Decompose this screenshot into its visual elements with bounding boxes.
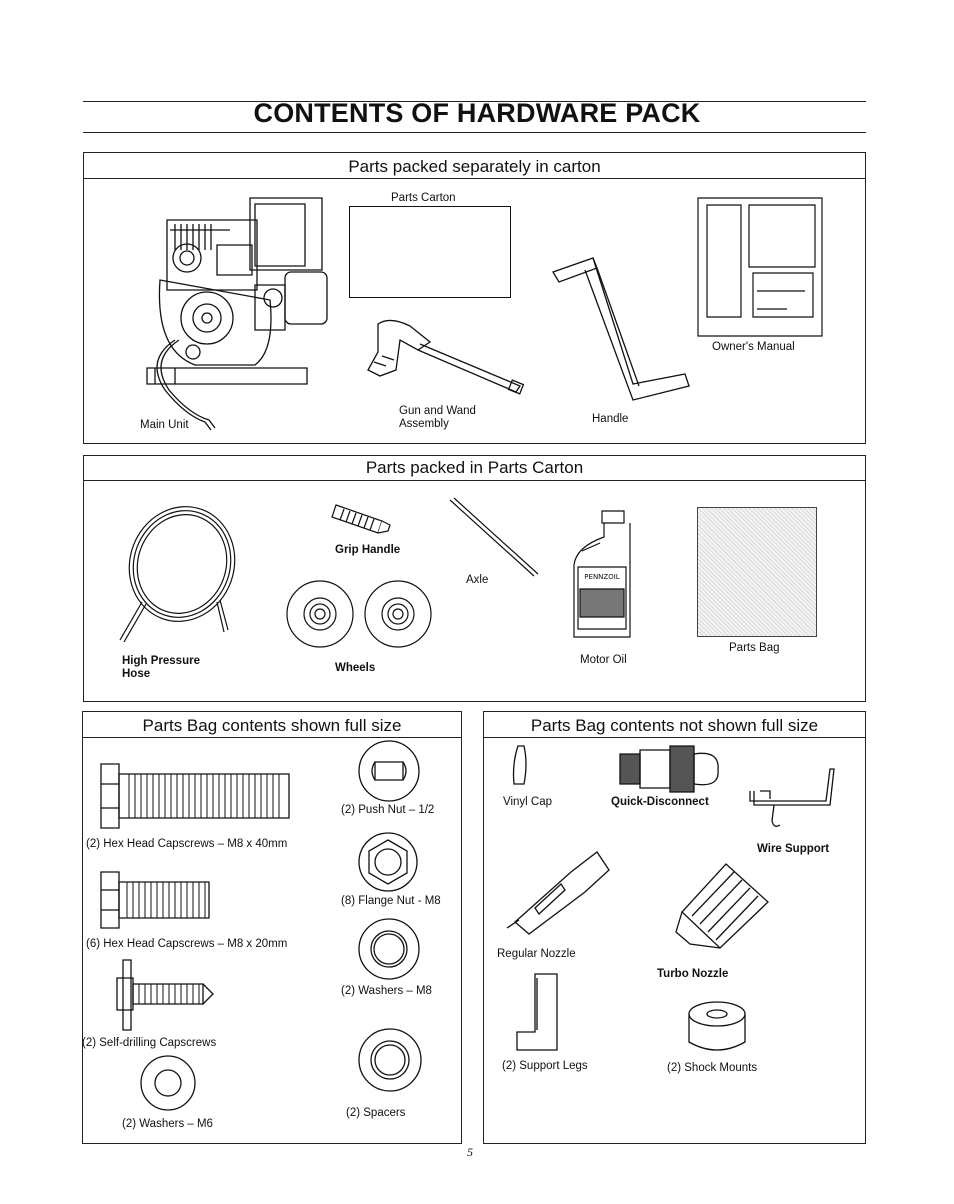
push-nut-illustration bbox=[353, 740, 425, 802]
shock-mounts-label: (2) Shock Mounts bbox=[667, 1062, 758, 1074]
flange-nut-label: (8) Flange Nut - M8 bbox=[341, 895, 441, 907]
grip-handle-label: Grip Handle bbox=[335, 544, 401, 556]
hose-illustration bbox=[112, 502, 242, 647]
spacer-label: (2) Spacers bbox=[346, 1107, 406, 1119]
owners-manual-label: Owner's Manual bbox=[712, 341, 795, 353]
main-unit-illustration bbox=[135, 190, 335, 430]
support-leg-illustration bbox=[513, 970, 563, 1054]
quick-disconnect-label: Quick-Disconnect bbox=[611, 796, 709, 808]
regular-nozzle-illustration bbox=[505, 848, 615, 938]
section-not-full-size-heading: Parts Bag contents not shown full size bbox=[484, 712, 865, 738]
quick-disconnect-illustration bbox=[618, 744, 722, 794]
wire-support-label: Wire Support bbox=[757, 843, 830, 855]
washer-m6-label: (2) Washers – M6 bbox=[122, 1118, 213, 1130]
support-legs-label: (2) Support Legs bbox=[502, 1060, 588, 1072]
wire-support-illustration bbox=[746, 765, 838, 833]
axle-illustration bbox=[448, 498, 540, 582]
capscrew-40-illustration bbox=[99, 760, 293, 832]
motor-oil-label: Motor Oil bbox=[580, 654, 627, 666]
main-unit-label: Main Unit bbox=[140, 419, 189, 431]
washer-m8-label: (2) Washers – M8 bbox=[341, 985, 432, 997]
wheels-illustration bbox=[286, 580, 436, 650]
oil-brand-text: PENNZOIL bbox=[584, 573, 620, 581]
vinyl-cap-illustration bbox=[510, 744, 532, 786]
flange-nut-illustration bbox=[358, 832, 418, 892]
vinyl-cap-label: Vinyl Cap bbox=[503, 796, 553, 808]
parts-bag-label: Parts Bag bbox=[729, 642, 780, 654]
washer-m6-illustration bbox=[140, 1055, 196, 1111]
gun-wand-illustration bbox=[360, 312, 530, 402]
self-drilling-label: (2) Self-drilling Capscrews bbox=[82, 1037, 217, 1049]
washer-m8-illustration bbox=[358, 918, 420, 980]
capscrew-20-illustration bbox=[99, 870, 213, 930]
capscrew-40-label: (2) Hex Head Capscrews – M8 x 40mm bbox=[86, 838, 288, 850]
motor-oil-illustration bbox=[568, 509, 634, 641]
handle-label: Handle bbox=[592, 413, 629, 425]
gun-wand-label: Gun and Wand Assembly bbox=[399, 405, 476, 430]
axle-label: Axle bbox=[466, 574, 489, 586]
regular-nozzle-label: Regular Nozzle bbox=[497, 948, 576, 960]
section-parts-carton-heading: Parts packed in Parts Carton bbox=[84, 456, 865, 481]
title-underline bbox=[83, 132, 866, 133]
parts-carton-label: Parts Carton bbox=[391, 192, 456, 204]
section-full-size-heading: Parts Bag contents shown full size bbox=[83, 712, 461, 738]
page-title: CONTENTS OF HARDWARE PACK bbox=[253, 98, 701, 128]
page-number: 5 bbox=[467, 1145, 473, 1159]
self-drilling-illustration bbox=[117, 958, 217, 1032]
hose-label: High Pressure Hose bbox=[122, 655, 200, 680]
handle-illustration bbox=[545, 254, 695, 404]
turbo-nozzle-label: Turbo Nozzle bbox=[657, 968, 729, 980]
spacer-illustration bbox=[357, 1028, 423, 1092]
shock-mount-illustration bbox=[687, 1000, 747, 1058]
section-carton-heading: Parts packed separately in carton bbox=[84, 153, 865, 179]
parts-bag-illustration bbox=[697, 507, 817, 637]
push-nut-label: (2) Push Nut – 1/2 bbox=[341, 804, 435, 816]
parts-carton-illustration bbox=[349, 206, 511, 298]
wheels-label: Wheels bbox=[335, 662, 376, 674]
grip-handle-illustration bbox=[330, 497, 396, 537]
capscrew-20-label: (6) Hex Head Capscrews – M8 x 20mm bbox=[86, 938, 288, 950]
owners-manual-illustration bbox=[697, 197, 827, 339]
turbo-nozzle-illustration bbox=[672, 862, 772, 958]
